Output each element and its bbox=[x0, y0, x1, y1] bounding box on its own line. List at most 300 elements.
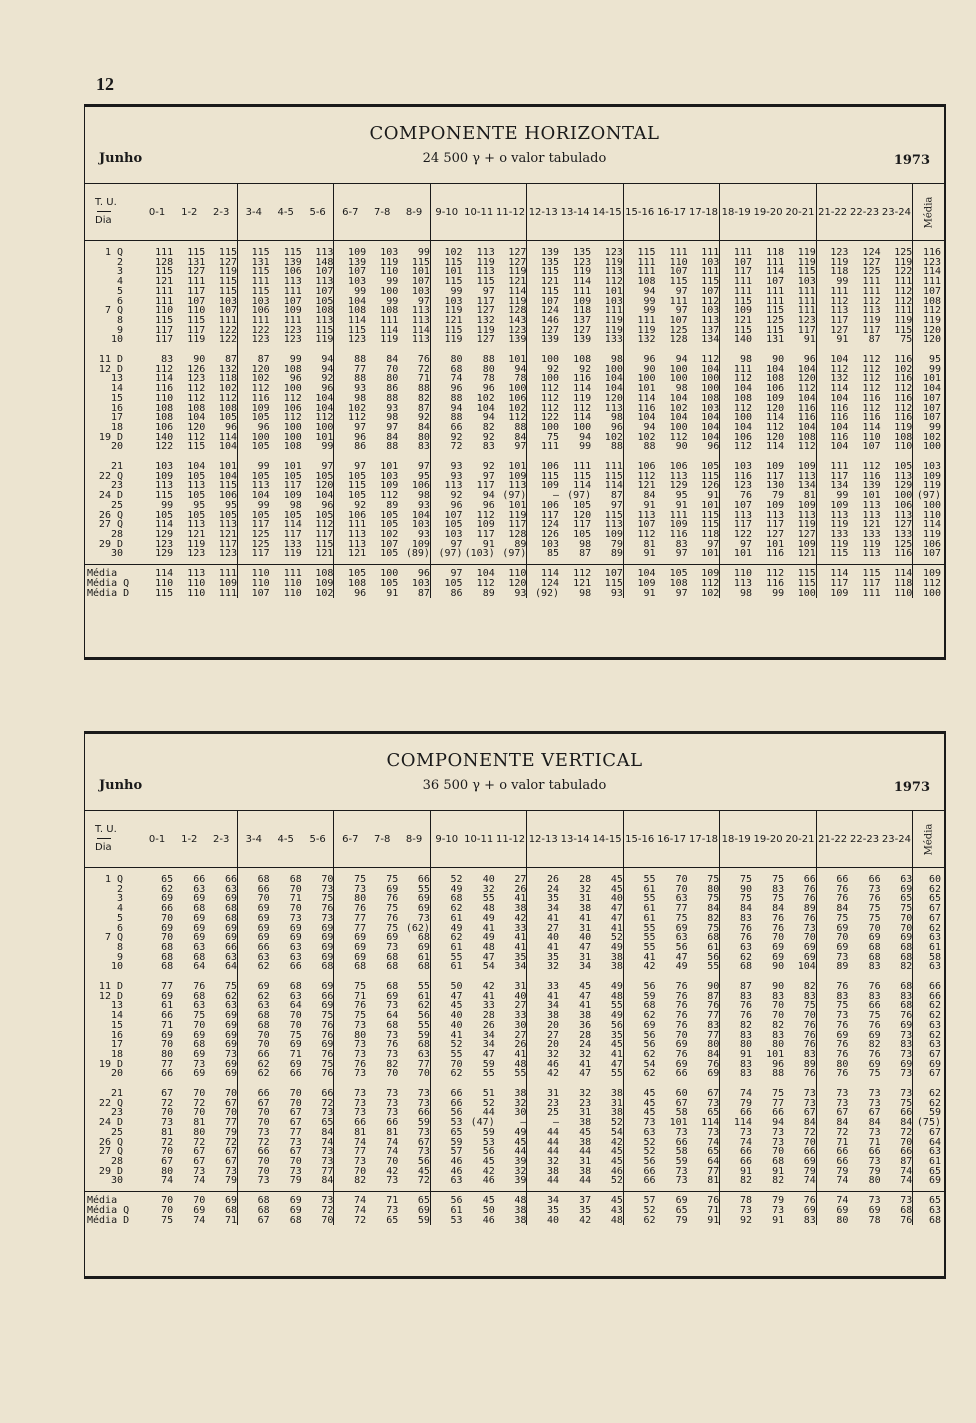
value-cell: 115 bbox=[155, 314, 174, 326]
value-cell: 117 bbox=[155, 334, 174, 346]
value-cell: 46 bbox=[450, 1165, 463, 1177]
value-cell: 66 bbox=[739, 1107, 752, 1119]
summary-value-cell: 34 bbox=[547, 1195, 560, 1207]
value-cell: 117 bbox=[476, 480, 495, 492]
value-cell: 76 bbox=[688, 1001, 720, 1011]
summary-label-cell: Média D bbox=[87, 1214, 130, 1226]
value-cell: 115 bbox=[302, 326, 334, 336]
value-cell: 82 bbox=[688, 914, 720, 924]
value-cell: 66 bbox=[450, 421, 463, 433]
value-cell: 107 bbox=[669, 266, 688, 278]
value-cell: 123 bbox=[283, 334, 302, 346]
value-cell: (89) bbox=[398, 549, 430, 559]
value-cell: 104 bbox=[398, 511, 430, 521]
value-cell: 56 bbox=[450, 1107, 463, 1119]
value-cell: 105 bbox=[881, 462, 913, 472]
summary-value-cell: 70 bbox=[302, 1216, 334, 1226]
value-cell: 49 bbox=[482, 912, 495, 924]
value-cell: 76 bbox=[739, 1000, 752, 1012]
value-cell: 80 bbox=[482, 363, 495, 375]
hour-column-header: 19-20 bbox=[752, 184, 784, 241]
value-cell: 101 bbox=[380, 461, 399, 473]
value-cell: 120 bbox=[187, 421, 206, 433]
value-cell: 126 bbox=[540, 528, 560, 540]
value-cell: 84 bbox=[868, 1117, 881, 1129]
value-cell: 100 bbox=[251, 431, 270, 443]
value-cell: 101 bbox=[862, 490, 881, 502]
value-cell: 85 bbox=[547, 548, 560, 560]
summary-value-cell: 74 bbox=[836, 1195, 849, 1207]
value-cell: 92 bbox=[482, 431, 495, 443]
value-cell: 73 bbox=[836, 1010, 849, 1022]
value-cell: 104 bbox=[591, 384, 623, 394]
value-cell: 88 bbox=[482, 354, 495, 366]
summary-value-cell: 114 bbox=[830, 568, 849, 580]
value-cell: 38 bbox=[591, 1089, 623, 1099]
value-cell: 104 bbox=[766, 363, 785, 375]
summary-mean-cell: 65 bbox=[913, 1196, 945, 1206]
value-cell: 109 bbox=[476, 519, 495, 531]
value-cell: 68 bbox=[868, 951, 881, 963]
daily-mean-cell: 64 bbox=[913, 1138, 945, 1148]
summary-value-cell: 45 bbox=[591, 1196, 623, 1206]
value-cell: 70 bbox=[289, 1019, 302, 1031]
value-cell: 71 bbox=[868, 1136, 881, 1148]
value-cell: 30 bbox=[495, 1021, 527, 1031]
value-cell: 62 bbox=[398, 1001, 430, 1011]
value-cell: 61 bbox=[398, 992, 430, 1002]
day-cell: 27 Q bbox=[98, 519, 124, 531]
daily-mean-cell: 62 bbox=[913, 1031, 945, 1041]
value-cell: 64 bbox=[193, 961, 206, 973]
value-cell: 126 bbox=[688, 481, 720, 491]
value-cell: 132 bbox=[205, 365, 237, 375]
value-cell: 66 bbox=[784, 1147, 816, 1157]
value-cell: 70 bbox=[386, 1068, 399, 1080]
value-cell: 75 bbox=[772, 874, 785, 885]
value-cell: 107 bbox=[380, 538, 399, 550]
value-cell: 80 bbox=[354, 1029, 367, 1041]
value-cell: 59 bbox=[482, 1058, 495, 1070]
value-cell: 106 bbox=[283, 402, 302, 414]
day-cell: 2 bbox=[116, 883, 124, 895]
daily-mean-cell: 62 bbox=[913, 1099, 945, 1109]
value-cell: 50 bbox=[450, 981, 463, 993]
value-cell: 76 bbox=[302, 1069, 334, 1079]
summary-value-cell: 35 bbox=[579, 1204, 592, 1216]
value-cell: 69 bbox=[868, 1029, 881, 1041]
day-cell: 26 Q bbox=[98, 509, 124, 521]
daily-mean-cell: 67 bbox=[913, 1050, 945, 1060]
value-cell: 59 bbox=[398, 1031, 430, 1041]
value-cell: 100 bbox=[591, 365, 623, 375]
value-cell: 70 bbox=[257, 1117, 270, 1129]
value-cell: 117 bbox=[187, 324, 206, 336]
value-cell: 62 bbox=[257, 990, 270, 1002]
value-cell: 73 bbox=[289, 1136, 302, 1148]
value-cell: 111 bbox=[669, 247, 688, 258]
value-cell: 39 bbox=[495, 1157, 527, 1167]
value-cell: 104 bbox=[733, 383, 752, 395]
summary-value-cell: 110 bbox=[187, 587, 206, 599]
value-cell: 128 bbox=[669, 334, 688, 346]
value-cell: 100 bbox=[688, 384, 720, 394]
value-cell: 83 bbox=[739, 1058, 752, 1070]
value-cell: 98 bbox=[591, 355, 623, 365]
value-cell: 118 bbox=[688, 530, 720, 540]
value-cell: 61 bbox=[161, 1000, 174, 1012]
day-cell: 4 bbox=[116, 276, 124, 288]
value-cell: 121 bbox=[205, 530, 237, 540]
summary-value-cell: 89 bbox=[482, 587, 495, 599]
value-cell: 107 bbox=[540, 295, 560, 307]
value-cell: 113 bbox=[205, 520, 237, 530]
value-cell: 134 bbox=[830, 480, 849, 492]
hour-column-header: 0-1 bbox=[141, 184, 173, 241]
value-cell: 69 bbox=[868, 932, 881, 944]
value-cell: 79 bbox=[289, 1175, 302, 1187]
value-cell: 112 bbox=[251, 383, 270, 395]
summary-value-cell: 73 bbox=[739, 1204, 752, 1216]
value-cell: 112 bbox=[573, 402, 592, 414]
value-cell: 61 bbox=[643, 912, 656, 924]
value-cell: 87 bbox=[257, 354, 270, 366]
value-cell: 119 bbox=[495, 511, 527, 521]
value-cell: 104 bbox=[830, 354, 849, 366]
value-cell: 70 bbox=[881, 924, 913, 934]
value-cell: 113 bbox=[398, 335, 430, 345]
value-cell: 70 bbox=[161, 1146, 174, 1158]
summary-value-cell: 111 bbox=[862, 587, 881, 599]
value-cell: 42 bbox=[386, 1165, 399, 1177]
value-cell: 113 bbox=[476, 247, 495, 258]
media-label: Média bbox=[923, 196, 935, 228]
value-cell: 111 bbox=[573, 285, 592, 297]
value-cell: 70 bbox=[386, 1155, 399, 1167]
value-cell: 117 bbox=[830, 314, 849, 326]
value-cell: 117 bbox=[251, 519, 270, 531]
value-cell: 101 bbox=[495, 501, 527, 511]
value-cell: 117 bbox=[766, 519, 785, 531]
value-cell: 111 bbox=[862, 276, 881, 288]
value-cell: 77 bbox=[398, 1060, 430, 1070]
value-cell: 28 bbox=[579, 1029, 592, 1041]
hour-column-header: 17-18 bbox=[688, 184, 720, 241]
value-cell: 72 bbox=[398, 1176, 430, 1186]
daily-mean-cell: 63 bbox=[913, 1021, 945, 1031]
value-cell: 71 bbox=[354, 990, 367, 1002]
value-cell: 111 bbox=[733, 276, 752, 288]
value-cell: 119 bbox=[784, 248, 816, 258]
value-cell: 106 bbox=[637, 461, 656, 473]
summary-value-cell: 96 bbox=[398, 569, 430, 579]
value-cell: 83 bbox=[868, 990, 881, 1002]
value-cell: 76 bbox=[784, 885, 816, 895]
value-cell: 69 bbox=[205, 1069, 237, 1079]
summary-value-cell: 105 bbox=[348, 568, 367, 580]
daily-mean-cell: 110 bbox=[913, 511, 945, 521]
summary-row bbox=[85, 1216, 945, 1226]
value-cell: 42 bbox=[482, 1165, 495, 1177]
hour-column-header: 18-19 bbox=[720, 184, 752, 241]
value-cell: 55 bbox=[643, 874, 656, 885]
value-cell: 110 bbox=[155, 305, 174, 317]
value-cell: 75 bbox=[547, 431, 560, 443]
value-cell: 107 bbox=[444, 509, 463, 521]
summary-label-cell: Média bbox=[87, 568, 118, 580]
value-cell: 52 bbox=[482, 1097, 495, 1109]
daily-mean-cell: 120 bbox=[913, 335, 945, 345]
value-cell: 94 bbox=[643, 285, 656, 297]
page-number: 12 bbox=[96, 74, 114, 94]
hour-column-header: 22-23 bbox=[848, 184, 880, 241]
value-cell: 118 bbox=[766, 247, 785, 258]
value-cell: 83 bbox=[772, 1029, 785, 1041]
summary-value-cell: 110 bbox=[283, 587, 302, 599]
value-cell: 118 bbox=[205, 374, 237, 384]
value-cell: 108 bbox=[155, 402, 174, 414]
summary-value-cell: 69 bbox=[289, 1204, 302, 1216]
value-cell: 107 bbox=[398, 277, 430, 287]
value-cell: 115 bbox=[881, 326, 913, 336]
value-cell: 105 bbox=[205, 413, 237, 423]
value-cell: 41 bbox=[579, 1058, 592, 1070]
value-cell: 42 bbox=[591, 1138, 623, 1148]
value-cell: 129 bbox=[155, 548, 174, 560]
daily-mean-cell: 60 bbox=[913, 875, 945, 885]
value-cell: 96 bbox=[354, 431, 367, 443]
value-cell: 67 bbox=[289, 1107, 302, 1119]
value-cell: 73 bbox=[784, 924, 816, 934]
table-year: 1973 bbox=[893, 153, 930, 168]
day-cell: 10 bbox=[110, 961, 124, 973]
value-cell: 105 bbox=[155, 509, 174, 521]
value-cell: 139 bbox=[540, 247, 560, 258]
value-cell: 82 bbox=[772, 1175, 785, 1187]
daily-mean-cell: 100 bbox=[913, 442, 945, 452]
value-cell: 70 bbox=[772, 932, 785, 944]
value-cell: 73 bbox=[881, 1050, 913, 1060]
value-cell: 66 bbox=[161, 903, 174, 915]
value-cell: 76 bbox=[675, 981, 688, 993]
value-cell: (62) bbox=[398, 924, 430, 934]
value-cell: 121 bbox=[155, 276, 174, 288]
summary-value-cell: 78 bbox=[739, 1195, 752, 1207]
value-cell: 120 bbox=[766, 431, 785, 443]
value-cell: 115 bbox=[688, 472, 720, 482]
value-cell: 139 bbox=[540, 334, 560, 346]
value-cell: 111 bbox=[733, 363, 752, 375]
value-cell: 75 bbox=[386, 903, 399, 915]
value-cell: 128 bbox=[495, 530, 527, 540]
value-cell: 129 bbox=[669, 480, 688, 492]
value-cell: 127 bbox=[495, 258, 527, 268]
value-cell: 119 bbox=[495, 297, 527, 307]
hour-column-header: 11-12 bbox=[495, 811, 527, 868]
value-cell: 41 bbox=[579, 1000, 592, 1012]
value-cell: 66 bbox=[450, 1088, 463, 1100]
value-cell: 73 bbox=[868, 1097, 881, 1109]
value-cell: 115 bbox=[155, 266, 174, 278]
value-cell: 97 bbox=[495, 442, 527, 452]
hour-column-header: 21-22 bbox=[816, 184, 848, 241]
value-cell: 112 bbox=[187, 431, 206, 443]
value-cell: 69 bbox=[257, 912, 270, 924]
value-cell: 107 bbox=[733, 256, 752, 268]
value-cell: 73 bbox=[675, 1165, 688, 1177]
value-cell: 100 bbox=[669, 373, 688, 385]
value-cell: 73 bbox=[868, 1126, 881, 1138]
value-cell: 114 bbox=[573, 276, 592, 288]
value-cell: 69 bbox=[193, 1029, 206, 1041]
value-cell: 55 bbox=[450, 1048, 463, 1060]
value-cell: 92 bbox=[482, 461, 495, 473]
header-row bbox=[85, 184, 945, 241]
value-cell: 32 bbox=[495, 1167, 527, 1177]
summary-value-cell: 69 bbox=[193, 1204, 206, 1216]
value-cell: 104 bbox=[669, 392, 688, 404]
value-cell: 67 bbox=[193, 1155, 206, 1167]
hour-column-header: 23-24 bbox=[881, 184, 913, 241]
value-cell: 76 bbox=[193, 981, 206, 993]
value-cell: 24 bbox=[547, 883, 560, 895]
value-cell: 69 bbox=[836, 1029, 849, 1041]
value-cell: 81 bbox=[193, 1117, 206, 1129]
value-cell: 70 bbox=[257, 1165, 270, 1177]
hour-column-header: 1-2 bbox=[173, 184, 205, 241]
value-cell: 53 bbox=[482, 1136, 495, 1148]
value-cell: 100 bbox=[637, 373, 656, 385]
value-cell: 72 bbox=[836, 1126, 849, 1138]
value-cell: 113 bbox=[862, 499, 881, 511]
summary-mean-cell: 109 bbox=[913, 569, 945, 579]
hour-column-header: 18-19 bbox=[720, 811, 752, 868]
summary-value-cell: 109 bbox=[637, 577, 656, 589]
table-subtitle: 36 500 γ + o valor tabulado bbox=[422, 778, 607, 793]
value-cell: 119 bbox=[830, 519, 849, 531]
value-cell: 103 bbox=[688, 258, 720, 268]
value-cell: 40 bbox=[547, 932, 560, 944]
value-cell: 45 bbox=[591, 1147, 623, 1157]
value-cell: 75 bbox=[354, 874, 367, 885]
value-cell: 83 bbox=[881, 1040, 913, 1050]
value-cell: 108 bbox=[205, 404, 237, 414]
value-cell: 47 bbox=[591, 1060, 623, 1070]
value-cell: 73 bbox=[205, 1167, 237, 1177]
value-cell: 122 bbox=[205, 335, 237, 345]
value-cell: 116 bbox=[784, 404, 816, 414]
value-cell: 104 bbox=[733, 421, 752, 433]
value-cell: 95 bbox=[205, 501, 237, 511]
summary-value-cell: 105 bbox=[380, 577, 399, 589]
summary-value-cell: 114 bbox=[881, 569, 913, 579]
value-cell: 75 bbox=[675, 912, 688, 924]
summary-value-cell: 102 bbox=[688, 589, 720, 599]
daily-mean-cell: 107 bbox=[913, 404, 945, 414]
value-cell: 69 bbox=[289, 932, 302, 944]
value-cell: 80 bbox=[161, 1048, 174, 1060]
value-cell: 75 bbox=[772, 1088, 785, 1100]
value-cell: 104 bbox=[784, 365, 816, 375]
value-cell: 76 bbox=[398, 355, 430, 365]
value-cell: 62 bbox=[643, 1068, 656, 1080]
value-cell: 119 bbox=[187, 538, 206, 550]
value-cell: 127 bbox=[476, 305, 495, 317]
summary-value-cell: 112 bbox=[476, 577, 495, 589]
day-cell: 7 Q bbox=[104, 305, 124, 317]
value-cell: 66 bbox=[836, 1146, 849, 1158]
value-cell: 77 bbox=[302, 1167, 334, 1177]
value-cell: 116 bbox=[573, 373, 592, 385]
hour-column-header: 14-15 bbox=[591, 184, 623, 241]
value-cell: 32 bbox=[547, 961, 560, 973]
value-cell: 64 bbox=[386, 1010, 399, 1022]
daily-mean-cell: 107 bbox=[913, 413, 945, 423]
value-cell: 108 bbox=[283, 363, 302, 375]
daily-mean-cell: 66 bbox=[913, 982, 945, 992]
value-cell: 119 bbox=[283, 548, 302, 560]
value-cell: 72 bbox=[302, 1099, 334, 1109]
value-cell: 20 bbox=[547, 1019, 560, 1031]
value-cell: 73 bbox=[398, 1089, 430, 1099]
value-cell: 84 bbox=[836, 903, 849, 915]
value-cell: 113 bbox=[444, 480, 463, 492]
value-cell: 103 bbox=[444, 295, 463, 307]
value-cell: 122 bbox=[155, 441, 174, 453]
value-cell: 69 bbox=[354, 932, 367, 944]
value-cell: 115 bbox=[398, 258, 430, 268]
value-cell: 82 bbox=[739, 1175, 752, 1187]
summary-value-cell: 112 bbox=[688, 579, 720, 589]
hour-column-header: 8-9 bbox=[398, 811, 430, 868]
table-year: 1973 bbox=[893, 780, 930, 795]
value-cell: 56 bbox=[591, 1021, 623, 1031]
value-cell: 117 bbox=[251, 548, 270, 560]
value-cell: 38 bbox=[495, 904, 527, 914]
value-cell: 70 bbox=[772, 1010, 785, 1022]
day-cell: 28 bbox=[110, 1155, 124, 1167]
value-cell: 61 bbox=[643, 903, 656, 915]
value-cell: 108 bbox=[637, 276, 656, 288]
value-cell: 45 bbox=[579, 981, 592, 993]
value-cell: 119 bbox=[830, 538, 849, 550]
value-cell: 74 bbox=[739, 1088, 752, 1100]
value-cell: 75 bbox=[772, 893, 785, 905]
value-cell: 104 bbox=[688, 413, 720, 423]
value-cell: 101 bbox=[444, 266, 463, 278]
value-cell: 66 bbox=[302, 992, 334, 1002]
tu-label: T. U. bbox=[95, 824, 117, 835]
value-cell: 46 bbox=[450, 1155, 463, 1167]
value-cell: 90 bbox=[739, 883, 752, 895]
day-cell: 26 Q bbox=[98, 1136, 124, 1148]
horizontal-component-panel bbox=[84, 104, 946, 660]
value-cell: 107 bbox=[733, 499, 752, 511]
day-cell: 27 Q bbox=[98, 1146, 124, 1158]
value-cell: 41 bbox=[643, 951, 656, 963]
value-cell: 83 bbox=[881, 992, 913, 1002]
value-cell: 108 bbox=[766, 373, 785, 385]
value-cell: 130 bbox=[766, 480, 785, 492]
daily-mean-cell: 109 bbox=[913, 472, 945, 482]
value-cell: 103 bbox=[733, 461, 752, 473]
value-cell: 109 bbox=[669, 519, 688, 531]
table-row bbox=[85, 442, 945, 452]
value-cell: 68 bbox=[739, 961, 752, 973]
value-cell: 105 bbox=[380, 509, 399, 521]
summary-value-cell: 108 bbox=[348, 577, 367, 589]
value-cell: 106 bbox=[540, 461, 560, 473]
